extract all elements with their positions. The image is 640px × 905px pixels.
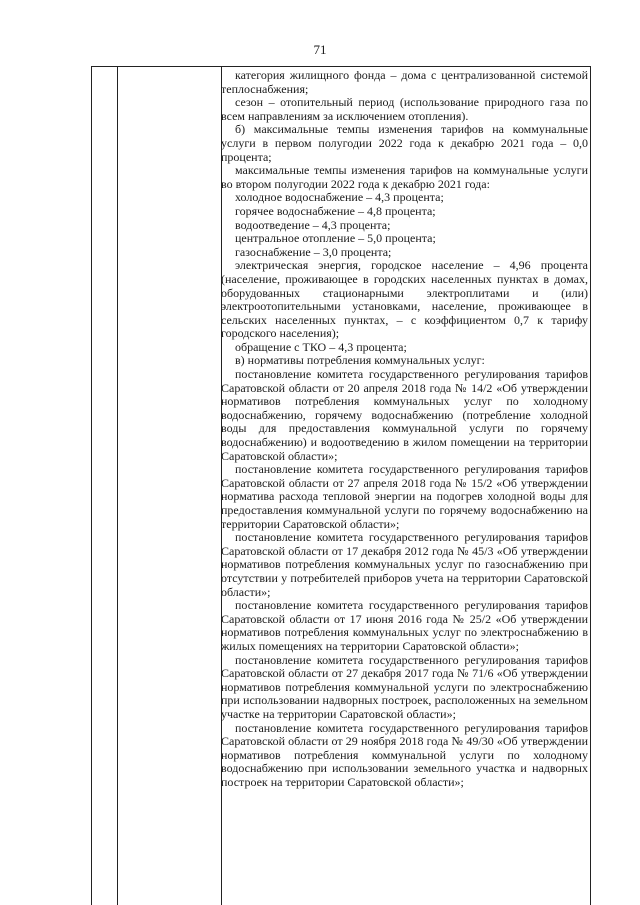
- paragraph: в) нормативы потребления коммунальных услуг:: [235, 353, 485, 368]
- paragraph: газоснабжение – 3,0 процента;: [235, 244, 392, 259]
- paragraph: водоотведение – 4,3 процента;: [235, 217, 391, 232]
- paragraph: постановление комитета государственного регулирования тарифов Саратовской области от 20 апреля 2018 года № 14/2 «Об утверждении нормативов потребления коммунальных услуг по холодному водоснабжению, горячему водоснабжению (потребление холодной воды для предоставления коммунальной услуги по горячему водоснабжению) и водоотведению в жилом помещении на территории Саратовской области»;: [221, 367, 588, 463]
- paragraph: максимальные темпы изменения тарифов на коммунальные услуги во втором полугодии 2022 года к декабрю 2021 года:: [221, 163, 588, 191]
- paragraph: постановление комитета государственного регулирования тарифов Саратовской области от 29 ноября 2018 года № 49/30 «Об утверждении нормативов потребления коммунальной услуги по холодному водоснабжению при использовании земельного участка и надворных построек на территории Саратовской области»;: [221, 720, 588, 789]
- paragraph: постановление комитета государственного регулирования тарифов Саратовской области от 17 июня 2016 года № 25/2 «Об утверждении нормативов потребления коммунальных услуг по электроснабжению в жилых помещениях на территории Саратовской области»;: [221, 598, 588, 653]
- paragraph: б) максимальные темпы изменения тарифов на коммунальные услуги в первом полугодии 2022 года к декабрю 2021 года – 0,0 процента;: [221, 122, 588, 164]
- paragraph: постановление комитета государственного регулирования тарифов Саратовской области от 17 декабря 2012 года № 45/3 «Об утверждении нормативов потребления коммунальных услуг по газоснабжению при отсутствии у потребителей приборов учета на территории Саратовской области»;: [221, 530, 588, 599]
- page-number: 71: [313, 42, 327, 57]
- paragraph: центральное отопление – 5,0 процента;: [235, 231, 436, 246]
- paragraph: постановление комитета государственного регулирования тарифов Саратовской области от 27 апреля 2018 года № 15/2 «Об утверждении норматива расхода тепловой энергии на подогрев холодной воды для предоставления коммунальной услуги по горячему водоснабжению на территории Саратовской области»;: [221, 462, 588, 531]
- paragraph: холодное водоснабжение – 4,3 процента;: [235, 190, 444, 205]
- table-column-divider: [117, 67, 118, 905]
- paragraph: электрическая энергия, городское население – 4,96 процента (население, проживающее в городских населенных пунктах в домах, оборудованных стационарными электроплитами и (или) электроотопительными установками, население, проживающее в сельских населенных пунктах, – с коэффициентом 0,7 к тарифу городского населения);: [221, 258, 588, 341]
- paragraph: постановление комитета государственного регулирования тарифов Саратовской области от 27 декабря 2017 года № 71/6 «Об утверждении нормативов потребления коммунальной услуги по электроснабжению при использовании надворных построек, расположенных на земельном участке на территории Саратовской области»;: [221, 652, 588, 721]
- paragraph: сезон – отопительный период (использование природного газа по всем направлениям за исключением отопления).: [221, 95, 588, 123]
- paragraph: категория жилищного фонда – дома с централизованной системой теплоснабжения;: [221, 68, 588, 96]
- paragraph: горячее водоснабжение – 4,8 процента;: [235, 203, 436, 218]
- table-text-cell: [221, 69, 588, 789]
- paragraph: обращение с ТКО – 4,3 процента;: [235, 339, 407, 354]
